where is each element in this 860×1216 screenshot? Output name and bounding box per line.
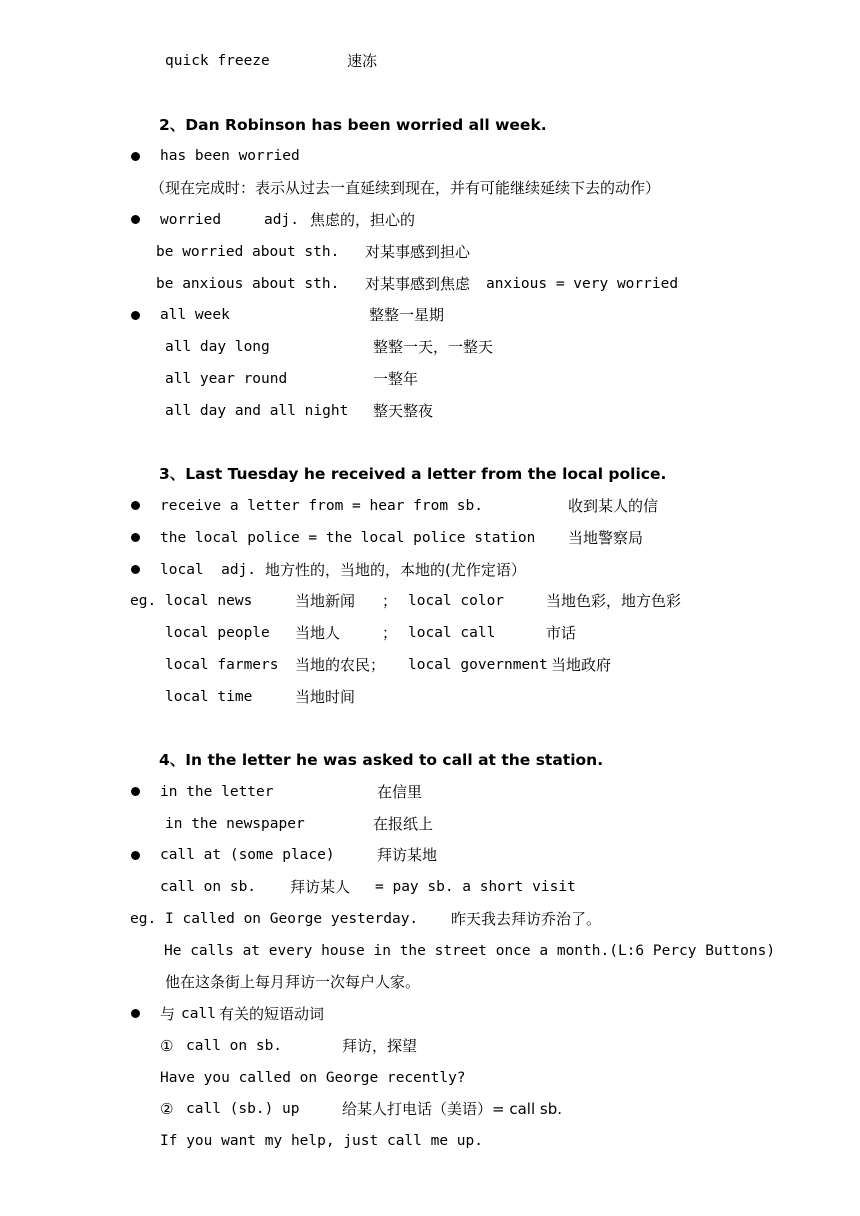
- phrasal-verbs-title: 有关的短语动词: [219, 1005, 325, 1023]
- translation-be-worried-about: 对某事感到担心: [365, 243, 471, 261]
- translation-in-the-newspaper: 在报纸上: [373, 815, 434, 833]
- bullet-icon: [131, 215, 140, 224]
- note-present-perfect: （现在完成时：表示从过去一直延续到现在，并有可能继续延续下去的动作）: [150, 179, 661, 197]
- eg-label: eg.: [130, 911, 157, 927]
- example-call-me-up: If you want my help, just call me up.: [160, 1133, 484, 1149]
- phrasal-call-up: call (sb.) up: [186, 1101, 300, 1117]
- word-local: local adj.: [160, 562, 257, 578]
- example-local-time: local time: [165, 689, 253, 705]
- section-heading-4: 4、In the letter he was asked to call at the station.: [159, 751, 604, 769]
- translation-local-farmers: 当地的农民；: [295, 656, 386, 674]
- translation-local-police: 当地警察局: [568, 529, 644, 547]
- translation-local-government: 当地政府: [551, 656, 612, 674]
- phrase-local-police: the local police = the local police station: [160, 530, 536, 546]
- phrase-receive-a-letter: receive a letter from = hear from sb.: [160, 498, 484, 514]
- translation-quick-freeze: 速冻: [347, 52, 378, 70]
- translation-worried: 焦虑的，担心的: [310, 211, 416, 229]
- example-local-call: local call: [408, 625, 496, 641]
- phrasal-verbs-prefix: 与: [160, 1005, 176, 1023]
- translation-phrasal-call-up: 给某人打电话（美语）= call sb.: [342, 1100, 562, 1118]
- phrase-quick-freeze: quick freeze: [165, 53, 270, 69]
- phrase-all-day-and-all-night: all day and all night: [165, 403, 349, 419]
- translation-all-day-long: 整整一天，一整天: [373, 338, 494, 356]
- bullet-icon: [131, 851, 140, 860]
- phrase-call-on: call on sb.: [160, 879, 257, 895]
- phrase-has-been-worried: has been worried: [160, 148, 300, 164]
- translation-call-on: 拜访某人: [290, 878, 351, 896]
- translation-calls-at-every-house: 他在这条街上每月拜访一次每户人家。: [165, 973, 421, 991]
- number-2: ②: [160, 1100, 174, 1118]
- translation-call-at: 拜访某地: [377, 846, 438, 864]
- example-local-government: local government: [408, 657, 548, 673]
- phrasal-verbs-call: call: [181, 1006, 216, 1022]
- translation-all-day-and-all-night: 整天整夜: [373, 402, 434, 420]
- bullet-icon: [131, 311, 140, 320]
- translation-be-anxious-about: 对某事感到焦虑: [365, 275, 471, 293]
- bullet-icon: [131, 533, 140, 542]
- word-worried: worried: [160, 212, 222, 228]
- phrase-all-year-round: all year round: [165, 371, 288, 387]
- translation-local-time: 当地时间: [295, 688, 356, 706]
- bullet-icon: [131, 565, 140, 574]
- translation-called-on-george: 昨天我去拜访乔治了。: [451, 910, 602, 928]
- bullet-icon: [131, 787, 140, 796]
- example-called-on-george-recently: Have you called on George recently?: [160, 1070, 466, 1086]
- translation-local: 地方性的，当地的，本地的(尤作定语）: [265, 561, 526, 579]
- translation-in-the-letter: 在信里: [377, 783, 423, 801]
- separator: ；: [382, 592, 398, 610]
- note-anxious: anxious = very worried: [486, 276, 679, 292]
- translation-local-news: 当地新闻: [295, 592, 356, 610]
- number-1: ①: [160, 1037, 174, 1055]
- translation-local-people: 当地人: [295, 624, 341, 642]
- translation-local-call: 市话: [546, 624, 577, 642]
- translation-receive-a-letter: 收到某人的信: [568, 497, 659, 515]
- phrase-all-day-long: all day long: [165, 339, 270, 355]
- phrase-all-week: all week: [160, 307, 230, 323]
- phrasal-call-on: call on sb.: [186, 1038, 283, 1054]
- phrase-call-at: call at (some place): [160, 847, 335, 863]
- bullet-icon: [131, 152, 140, 161]
- phrase-be-anxious-about: be anxious about sth.: [156, 276, 340, 292]
- pos-adj: adj.: [264, 212, 299, 228]
- translation-local-color: 当地色彩，地方色彩: [546, 592, 682, 610]
- bullet-icon: [131, 501, 140, 510]
- example-called-on-george: I called on George yesterday.: [165, 911, 419, 927]
- translation-all-year-round: 一整年: [373, 370, 419, 388]
- note-pay-a-visit: = pay sb. a short visit: [375, 879, 576, 895]
- eg-label: eg.: [130, 593, 157, 609]
- translation-all-week: 整整一星期: [369, 306, 445, 324]
- example-local-news: local news: [165, 593, 253, 609]
- section-heading-3: 3、Last Tuesday he received a letter from the local police.: [159, 465, 667, 483]
- phrase-be-worried-about: be worried about sth.: [156, 244, 340, 260]
- example-calls-at-every-house: He calls at every house in the street once a month.(L:6 Percy Buttons): [164, 943, 776, 959]
- translation-phrasal-call-on: 拜访，探望: [342, 1037, 418, 1055]
- section-heading-2: 2、Dan Robinson has been worried all week.: [159, 116, 547, 134]
- example-local-farmers: local farmers: [165, 657, 279, 673]
- example-local-color: local color: [408, 593, 505, 609]
- phrase-in-the-newspaper: in the newspaper: [165, 816, 305, 832]
- separator: ；: [382, 624, 398, 642]
- example-local-people: local people: [165, 625, 270, 641]
- phrase-in-the-letter: in the letter: [160, 784, 274, 800]
- bullet-icon: [131, 1009, 140, 1018]
